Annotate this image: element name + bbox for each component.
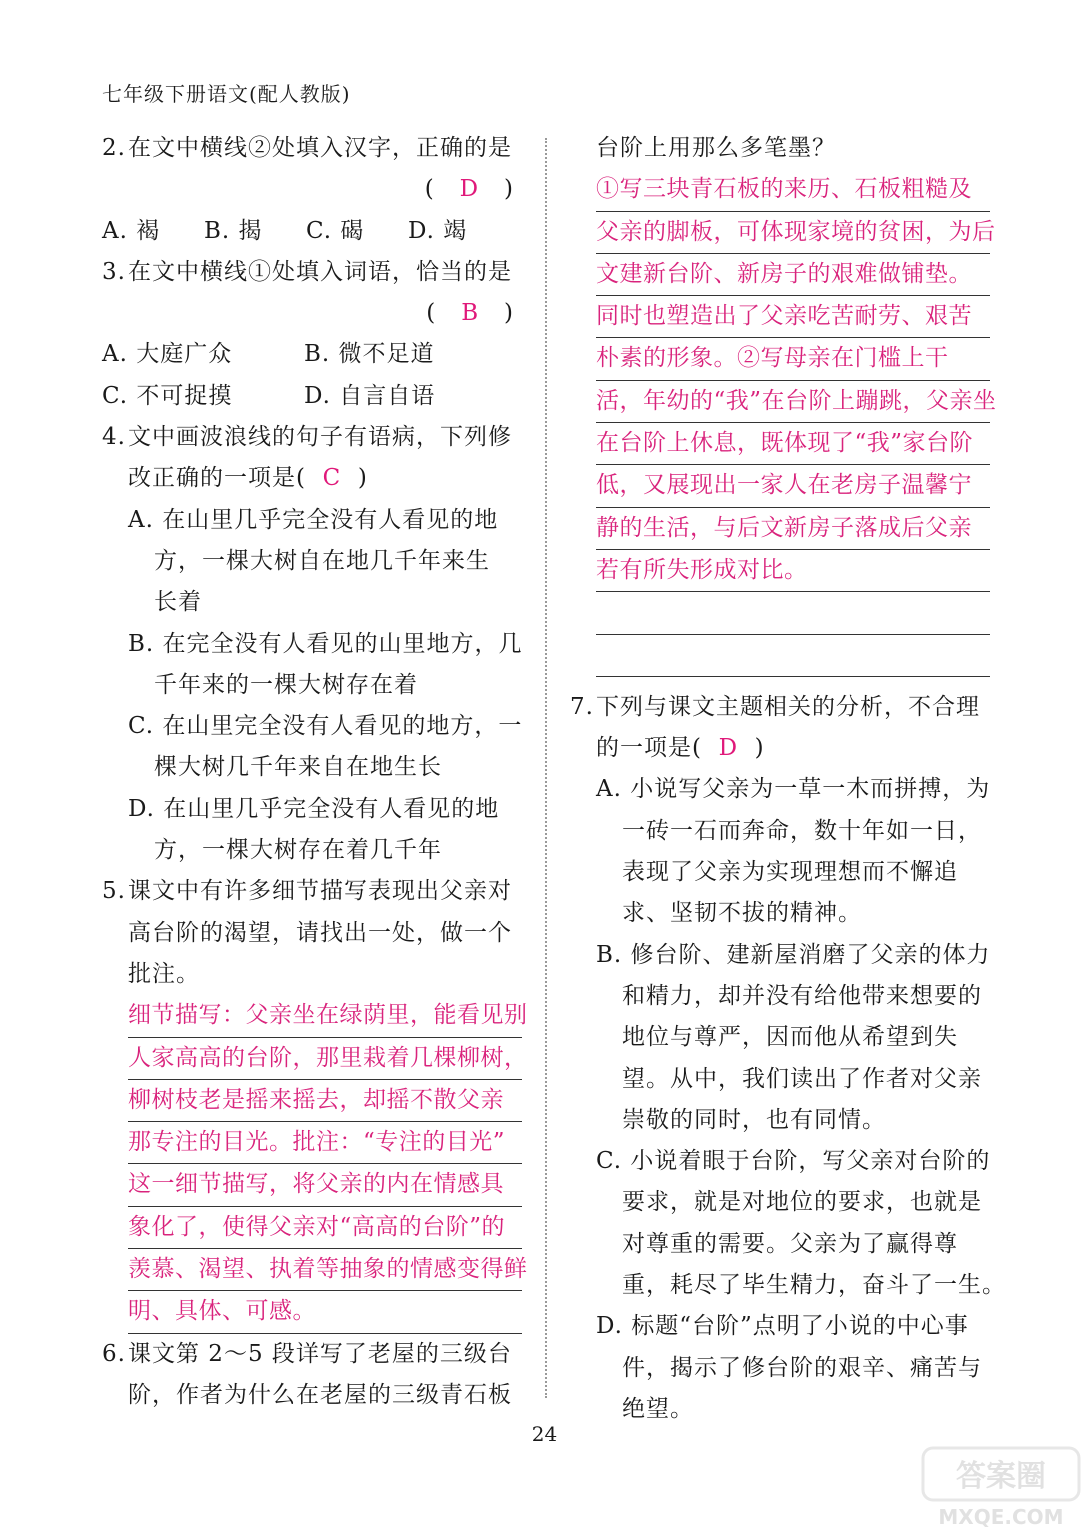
watermark-url: MXQE.COM <box>938 1505 1064 1529</box>
q7-option-b-cont4: 崇敬的同时，也有同情。 <box>622 1106 886 1133</box>
answer-line: 低，又展现出一家人在老房子温馨宁 <box>596 465 990 507</box>
answer-line: 明、具体、可感。 <box>128 1291 522 1333</box>
answer-line: 朴素的形象。②写母亲在门槛上干 <box>596 338 990 380</box>
column-divider <box>545 138 547 1398</box>
q4-stem-cont: 改正确的一项是( C ) <box>128 465 368 492</box>
q7-answer: D <box>718 735 739 762</box>
q4-stem: 4.文中画波浪线的句子有语病，下列修 <box>102 424 512 451</box>
q6-stem: 6.课文第 2～5 段详写了老屋的三级台 <box>102 1340 512 1367</box>
answer-line: 细节描写：父亲坐在绿荫里，能看见别 <box>128 995 522 1037</box>
q3-answer: B <box>461 300 480 327</box>
answer-line: 那专注的目光。批注：“专注的目光” <box>128 1122 522 1164</box>
q6-stem-cont3: 台阶上用那么多笔墨？ <box>596 135 836 161</box>
q3-options-cd: C. 不可捉摸 D. 自言自语 <box>102 382 436 409</box>
q7-option-d: D. 标题“台阶”点明了小说的中心事 <box>596 1313 969 1340</box>
right-column <box>570 128 1006 1430</box>
q3-stem: 3.在文中横线①处填入词语，恰当的是 <box>102 258 512 285</box>
q2-answer-bracket: ( D ) <box>424 176 514 203</box>
answer-line: 象化了，使得父亲对“高高的台阶”的 <box>128 1207 522 1249</box>
q5-stem: 5.课文中有许多细节描写表现出父亲对 <box>102 878 512 905</box>
q4-option-d: D. 在山里几乎完全没有人看见的地 <box>128 795 500 822</box>
answer-line: 文建新台阶、新房子的艰难做铺垫。 <box>596 254 990 296</box>
q7-option-b-cont2: 地位与尊严，因而他从希望到失 <box>622 1024 958 1051</box>
q6-answer-block <box>570 169 997 677</box>
q4-option-b: B. 在完全没有人看见的山里地方，几 <box>128 630 523 657</box>
q7-option-a: A. 小说写父亲为一草一木而拼搏，为 <box>596 776 991 803</box>
q4-option-d-cont: 方，一棵大树存在着几千年 <box>154 837 442 864</box>
q7-option-b: B. 修台阶、建新屋消磨了父亲的体力 <box>596 941 991 968</box>
q4-option-b-cont: 千年来的一棵大树存在着 <box>154 671 418 698</box>
q7-option-a-cont3: 求、坚韧不拔的精神。 <box>622 900 862 927</box>
q2-options: A. 褐 B. 揭 C. 碣 D. 竭 <box>102 217 468 244</box>
answer-line: 羡慕、渴望、执着等抽象的情感变得鲜 <box>128 1249 522 1291</box>
answer-line: 同时也塑造出了父亲吃苦耐劳、艰苦 <box>596 296 990 338</box>
q4-option-a: A. 在山里几乎完全没有人看见的地 <box>128 506 499 533</box>
q2-answer: D <box>459 176 480 203</box>
q2-stem: 2.在文中横线②处填入汉字，正确的是 <box>102 135 512 161</box>
q7-option-d-cont: 件，揭示了修台阶的艰辛、痛苦与 <box>622 1354 982 1381</box>
page-number: 24 <box>531 1422 558 1446</box>
blank-answer-line <box>596 592 990 634</box>
answer-line: 父亲的脚板，可体现家境的贫困，为后 <box>596 212 990 254</box>
left-column <box>102 128 528 1416</box>
q7-option-b-cont: 和精力，却并没有给他带来想要的 <box>622 982 982 1009</box>
watermark-text: 答案圈 <box>956 1459 1046 1494</box>
q7-stem-cont: 的一项是( D ) <box>596 735 765 762</box>
answer-line: 活，年幼的“我”在台阶上蹦跳，父亲坐 <box>596 381 990 423</box>
q7-option-c-cont: 要求，就是对地位的要求，也就是 <box>622 1189 982 1216</box>
answer-line: 这一细节描写，将父亲的内在情感具 <box>128 1164 522 1206</box>
q5-stem-cont2: 批注。 <box>128 960 200 987</box>
q7-option-d-cont2: 绝望。 <box>622 1395 694 1422</box>
q7-option-c-cont3: 重，耗尽了毕生精力，奋斗了一生。 <box>622 1272 1006 1299</box>
answer-line: 静的生活，与后文新房子落成后父亲 <box>596 508 990 550</box>
answer-line: 柳树枝老是摇来摇去，却摇不散父亲 <box>128 1080 522 1122</box>
page-header: 七年级下册语文(配人教版) <box>102 82 351 106</box>
q4-answer: C <box>322 465 342 492</box>
q3-options-ab: A. 大庭广众 B. 微不足道 <box>102 341 435 368</box>
q7-option-a-cont: 一砖一石而奔命，数十年如一日， <box>622 817 982 844</box>
q7-option-a-cont2: 表现了父亲为实现理想而不懈追 <box>622 859 958 886</box>
q7-option-c-cont2: 对尊重的需要。父亲为了赢得尊 <box>622 1230 958 1257</box>
q4-option-a-cont: 方，一棵大树自在地几千年来生 <box>154 547 490 574</box>
answer-line: 若有所失形成对比。 <box>596 550 990 592</box>
answer-line: ①写三块青石板的来历、石板粗糙及 <box>596 169 990 211</box>
blank-answer-line <box>596 635 990 677</box>
q7-stem: 7.下列与课文主题相关的分析，不合理 <box>570 693 980 720</box>
q3-answer-bracket: ( B ) <box>426 300 514 327</box>
answer-line: 人家高高的台阶，那里栽着几棵柳树， <box>128 1038 522 1080</box>
q4-option-a-cont2: 长着 <box>154 589 202 616</box>
q6-stem-cont: 阶，作者为什么在老屋的三级青石板 <box>128 1381 512 1408</box>
q5-stem-cont: 高台阶的渴望，请找出一处，做一个 <box>128 919 512 946</box>
q4-option-c-cont: 棵大树几千年来自在地生长 <box>154 754 442 781</box>
q4-option-c: C. 在山里完全没有人看见的地方，一 <box>128 713 523 740</box>
q5-answer-block <box>102 995 528 1333</box>
watermark-logo <box>921 1446 1081 1530</box>
q7-option-b-cont3: 望。从中，我们读出了作者对父亲 <box>622 1065 982 1092</box>
answer-line: 在台阶上休息，既体现了“我”家台阶 <box>596 423 990 465</box>
q7-option-c: C. 小说着眼于台阶，写父亲对台阶的 <box>596 1148 991 1175</box>
